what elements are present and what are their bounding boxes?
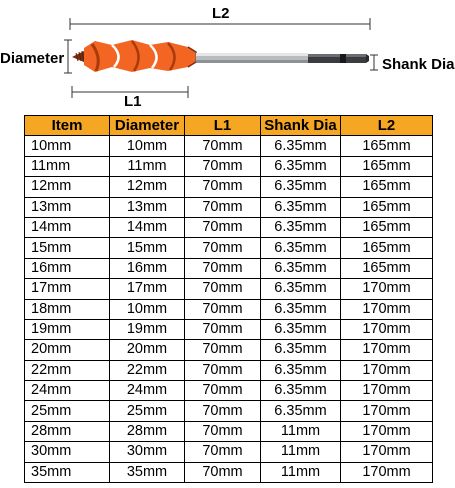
shank-dia-cell: 11mm [261, 462, 341, 482]
item-cell: 11mm [25, 156, 110, 176]
l1-cell: 70mm [185, 462, 261, 482]
shank-dia-cell: 6.35mm [261, 258, 341, 278]
table-row [25, 258, 433, 278]
l1-cell: 70mm [185, 238, 261, 258]
diameter-cell: 10mm [110, 136, 185, 156]
l2-cell: 170mm [341, 279, 433, 299]
shank-dia-cell: 6.35mm [261, 381, 341, 401]
l2-cell: 165mm [341, 258, 433, 278]
l1-cell: 70mm [185, 360, 261, 380]
l1-cell: 70mm [185, 279, 261, 299]
shank-dia-cell: 6.35mm [261, 299, 341, 319]
l2-cell: 170mm [341, 381, 433, 401]
l1-cell: 70mm [185, 340, 261, 360]
header-shank-dia: Shank Dia [261, 116, 341, 136]
table-body [25, 136, 433, 483]
diameter-cell: 12mm [110, 177, 185, 197]
item-cell: 18mm [25, 299, 110, 319]
diameter-cell: 35mm [110, 462, 185, 482]
l1-cell: 70mm [185, 421, 261, 441]
item-cell: 13mm [25, 197, 110, 217]
diameter-cell: 14mm [110, 217, 185, 237]
l1-cell: 70mm [185, 401, 261, 421]
l1-cell: 70mm [185, 197, 261, 217]
table-row [25, 217, 433, 237]
l2-cell: 165mm [341, 156, 433, 176]
table-row [25, 156, 433, 176]
diameter-cell: 25mm [110, 401, 185, 421]
table-row [25, 340, 433, 360]
table-row [25, 381, 433, 401]
header-l2: L2 [341, 116, 433, 136]
l1-cell: 70mm [185, 319, 261, 339]
item-cell: 35mm [25, 462, 110, 482]
shank-dia-dimension-line [370, 55, 378, 70]
l2-cell: 170mm [341, 319, 433, 339]
diameter-cell: 17mm [110, 279, 185, 299]
spiral-cutter [84, 40, 196, 72]
l2-cell: 165mm [341, 136, 433, 156]
table-row [25, 462, 433, 482]
table-row [25, 401, 433, 421]
l1-cell: 70mm [185, 258, 261, 278]
shank [196, 53, 308, 63]
diameter-label: Diameter [0, 50, 65, 67]
l2-cell: 170mm [341, 360, 433, 380]
diameter-cell: 10mm [110, 299, 185, 319]
item-cell: 10mm [25, 136, 110, 156]
table-row [25, 136, 433, 156]
table-row [25, 299, 433, 319]
l1-cell: 70mm [185, 177, 261, 197]
shank-dia-cell: 6.35mm [261, 197, 341, 217]
item-cell: 12mm [25, 177, 110, 197]
item-cell: 20mm [25, 340, 110, 360]
shank-dia-cell: 6.35mm [261, 340, 341, 360]
shank-dia-cell: 11mm [261, 442, 341, 462]
table-row [25, 238, 433, 258]
diameter-cell: 28mm [110, 421, 185, 441]
l2-cell: 170mm [341, 401, 433, 421]
l1-cell: 70mm [185, 136, 261, 156]
shank-dia-cell: 6.35mm [261, 238, 341, 258]
table-row [25, 442, 433, 462]
l1-cell: 70mm [185, 381, 261, 401]
l2-cell: 170mm [341, 421, 433, 441]
shank-dia-cell: 6.35mm [261, 279, 341, 299]
l1-cell: 70mm [185, 217, 261, 237]
l2-label: L2 [212, 5, 230, 22]
shank-dia-cell: 11mm [261, 421, 341, 441]
hex-shank-end [308, 54, 369, 63]
diameter-cell: 16mm [110, 258, 185, 278]
item-cell: 24mm [25, 381, 110, 401]
diameter-cell: 22mm [110, 360, 185, 380]
table-row [25, 197, 433, 217]
item-cell: 19mm [25, 319, 110, 339]
header-l1: L1 [185, 116, 261, 136]
l2-cell: 165mm [341, 217, 433, 237]
table-row [25, 279, 433, 299]
l2-cell: 170mm [341, 462, 433, 482]
diameter-cell: 30mm [110, 442, 185, 462]
spec-table [24, 115, 433, 483]
item-cell: 15mm [25, 238, 110, 258]
shank-dia-cell: 6.35mm [261, 177, 341, 197]
l1-cell: 70mm [185, 299, 261, 319]
l1-cell: 70mm [185, 442, 261, 462]
l2-cell: 170mm [341, 340, 433, 360]
diameter-cell: 19mm [110, 319, 185, 339]
shank-dia-cell: 6.35mm [261, 401, 341, 421]
diameter-cell: 24mm [110, 381, 185, 401]
table-row [25, 319, 433, 339]
item-cell: 14mm [25, 217, 110, 237]
l2-cell: 165mm [341, 197, 433, 217]
shank-dia-cell: 6.35mm [261, 319, 341, 339]
table-row [25, 421, 433, 441]
shank-dia-cell: 6.35mm [261, 217, 341, 237]
l2-cell: 165mm [341, 238, 433, 258]
shank-dia-cell: 6.35mm [261, 136, 341, 156]
shank-dia-cell: 6.35mm [261, 360, 341, 380]
diameter-cell: 20mm [110, 340, 185, 360]
table-header-row [25, 116, 433, 136]
l1-cell: 70mm [185, 156, 261, 176]
item-cell: 17mm [25, 279, 110, 299]
shank-dia-cell: 6.35mm [261, 156, 341, 176]
header-diameter: Diameter [110, 116, 185, 136]
table-row [25, 360, 433, 380]
l2-cell: 170mm [341, 299, 433, 319]
diameter-cell: 15mm [110, 238, 185, 258]
l1-label: L1 [124, 93, 142, 110]
item-cell: 25mm [25, 401, 110, 421]
diameter-cell: 13mm [110, 197, 185, 217]
drill-bit-diagram [0, 0, 455, 110]
l2-cell: 165mm [341, 177, 433, 197]
table-row [25, 177, 433, 197]
item-cell: 30mm [25, 442, 110, 462]
l2-cell: 170mm [341, 442, 433, 462]
diameter-cell: 11mm [110, 156, 185, 176]
shank-dia-label: Shank Dia [382, 56, 455, 73]
item-cell: 28mm [25, 421, 110, 441]
header-item: Item [25, 116, 110, 136]
lead-screw [72, 51, 84, 62]
item-cell: 16mm [25, 258, 110, 278]
item-cell: 22mm [25, 360, 110, 380]
diameter-dimension-line [64, 40, 72, 73]
